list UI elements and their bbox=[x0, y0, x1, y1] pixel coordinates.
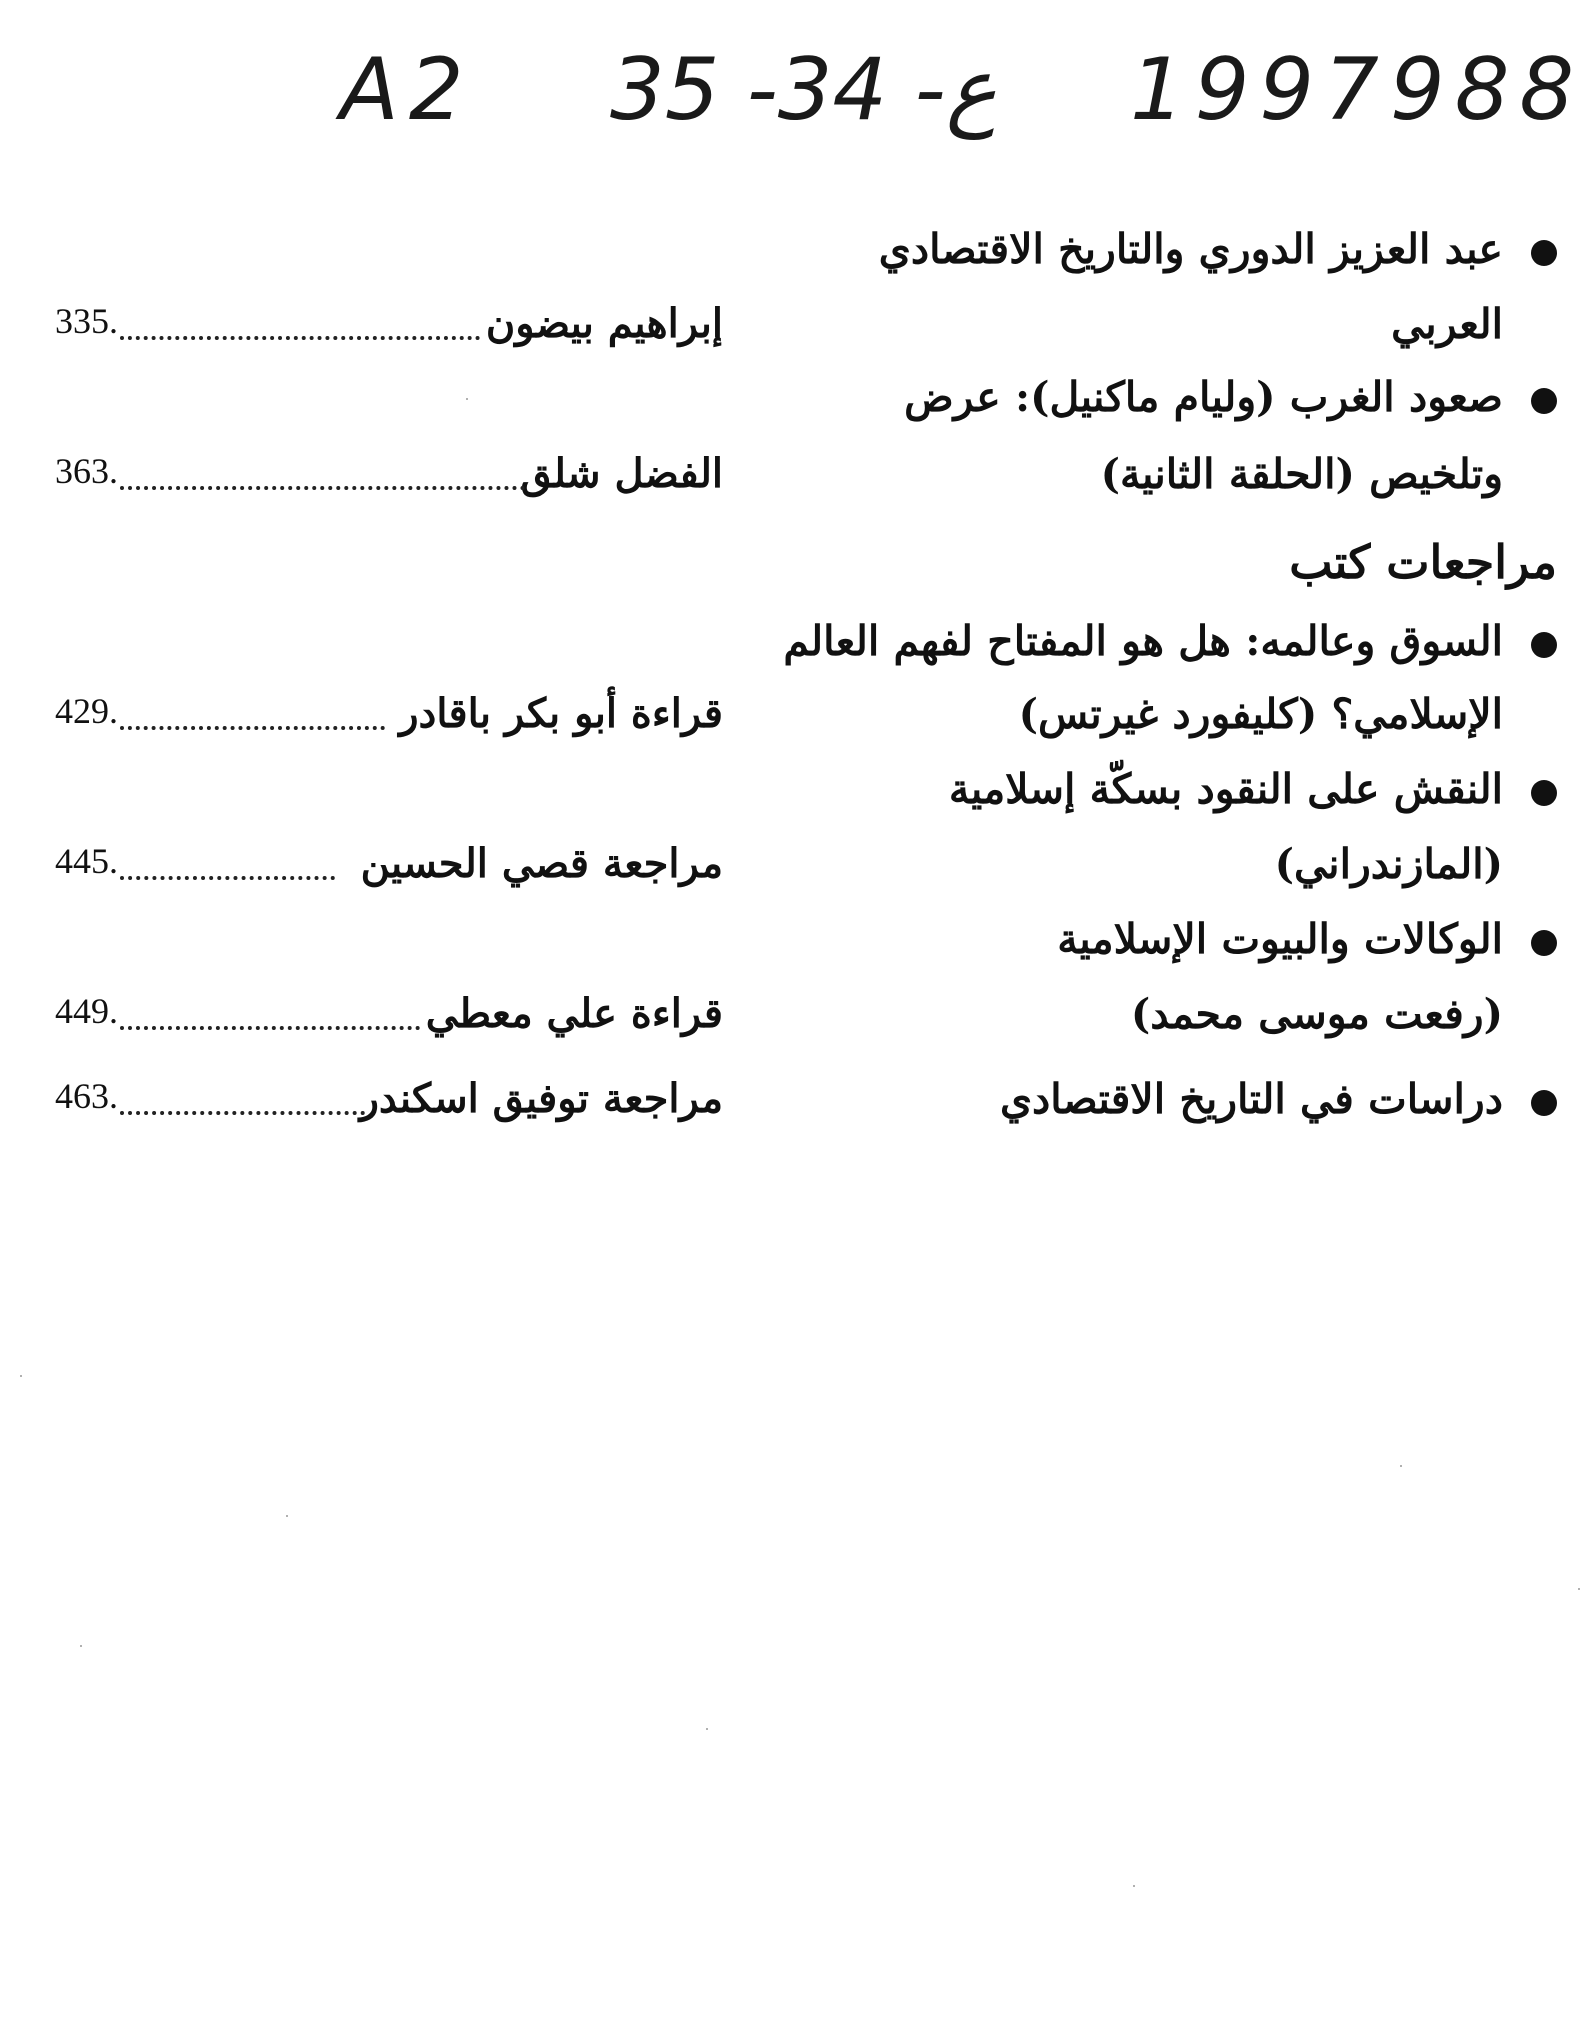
dot-leader bbox=[120, 876, 335, 880]
handwritten-year: 1997 bbox=[1130, 40, 1389, 140]
dot-leader bbox=[120, 1026, 420, 1030]
scan-speck bbox=[466, 398, 468, 400]
handwritten-note bbox=[340, 40, 1585, 170]
scan-speck bbox=[1133, 1885, 1135, 1887]
bullet-icon bbox=[1531, 388, 1557, 414]
entry-author: قراءة علي معطي bbox=[425, 990, 723, 1037]
entry-page-number: 363. bbox=[55, 451, 118, 491]
dot-leader bbox=[120, 726, 385, 730]
entry-author: مراجعة قصي الحسين bbox=[360, 840, 723, 887]
entry-page-number: 463. bbox=[55, 1076, 118, 1116]
entry-page-number: 335. bbox=[55, 301, 118, 341]
dot-leader bbox=[120, 336, 480, 340]
handwritten-number: 988 bbox=[1390, 40, 1585, 140]
bullet-icon bbox=[1531, 1090, 1557, 1116]
entry-page-number: 449. bbox=[55, 991, 118, 1031]
entry-title: صعود الغرب (وليام ماكنيل): عرض bbox=[904, 373, 1503, 421]
bullet-icon bbox=[1531, 930, 1557, 956]
dot-leader bbox=[120, 1111, 365, 1115]
scan-speck bbox=[706, 1728, 708, 1730]
bullet-icon bbox=[1531, 240, 1557, 266]
scan-speck bbox=[80, 1645, 82, 1647]
section-heading: مراجعات كتب bbox=[1289, 535, 1557, 589]
entry-page-number: 445. bbox=[55, 841, 118, 881]
scan-speck bbox=[1400, 1465, 1402, 1467]
entry-author: قراءة أبو بكر باقادر bbox=[399, 690, 723, 737]
entry-title-continued: وتلخيص (الحلقة الثانية) bbox=[1100, 450, 1503, 498]
scan-speck bbox=[20, 1375, 22, 1377]
entry-title-continued: (المازندراني) bbox=[1274, 840, 1503, 888]
scan-speck bbox=[1578, 1588, 1580, 1590]
entry-author: الفضل شلق bbox=[520, 450, 723, 497]
handwritten-volume: 35 -34 -ع bbox=[610, 40, 997, 140]
entry-title: عبد العزيز الدوري والتاريخ الاقتصادي bbox=[878, 225, 1503, 273]
entry-title-continued: الإسلامي؟ (كليفورد غيرتس) bbox=[1018, 690, 1503, 738]
entry-title: دراسات في التاريخ الاقتصادي bbox=[999, 1075, 1503, 1123]
scan-speck bbox=[286, 1515, 288, 1517]
entry-author: مراجعة توفيق اسكندر bbox=[359, 1075, 723, 1122]
entry-title-continued: (رفعت موسى محمد) bbox=[1130, 990, 1503, 1038]
entry-title: السوق وعالمه: هل هو المفتاح لفهم العالم bbox=[783, 617, 1503, 665]
handwritten-code: A2 bbox=[340, 40, 474, 140]
entry-title-continued: العربي bbox=[1391, 300, 1503, 348]
entry-author: إبراهيم بيضون bbox=[485, 300, 723, 347]
entry-title: الوكالات والبيوت الإسلامية bbox=[1057, 915, 1503, 963]
bullet-icon bbox=[1531, 632, 1557, 658]
entry-page-number: 429. bbox=[55, 691, 118, 731]
dot-leader bbox=[120, 486, 525, 490]
bullet-icon bbox=[1531, 780, 1557, 806]
entry-title: النقش على النقود بسكّة إسلامية bbox=[948, 765, 1503, 813]
